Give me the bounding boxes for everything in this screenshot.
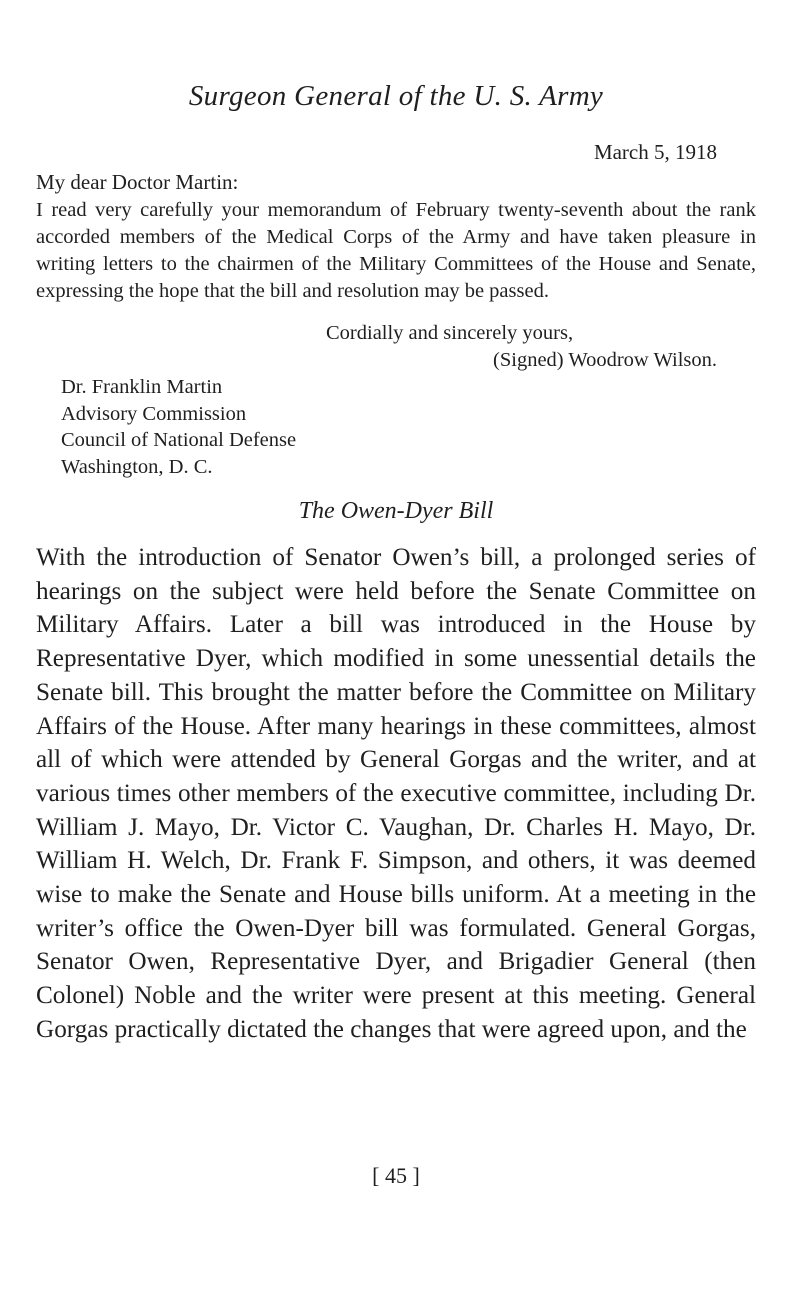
letter-closing: Cordially and sincerely yours, [326,322,574,344]
page-header-title: Surgeon General of the U. S. Army [188,80,604,112]
letter-date: March 5, 1918 [593,140,717,164]
address-line: Dr. Franklin Martin [61,376,223,398]
address-line: Council of National Defense [61,429,297,451]
document-page [36,0,756,1300]
section-title: The Owen-Dyer Bill [298,498,494,524]
letter-address-block [61,374,296,480]
letter-body: I read very carefully your memorandum of February twenty-seventh about the rank accorded members of the Medical Corps of the Army and have taken pleasure in writing letters to the chairmen of the Military Committees of the House and Senate, expressing the hope that the bill and resolution may be passed. [36,199,756,302]
letter-signature: (Signed) Woodrow Wilson. [493,349,717,371]
section-body-text: With the introduction of Senator Owen’s bill, a prolonged series of hearings on the subject were held before the Senate Committee on Military Affairs. Later a bill was introduced in the House by Representative Dyer, which modified in some unessential details the Senate bill. This brought the matter before the Committee on Military Affairs of the House. After many hearings in these committees, almost all of which were attended by General Gorgas and the writer, and at various times other members of the executive committee, including Dr. William J. Mayo, Dr. Victor C. Vaughan, Dr. Charles H. Mayo, Dr. William H. Welch, Dr. Frank F. Simpson, and others, it was deemed wise to make the Senate and House bills uniform. At a meeting in the writer’s office the Owen-Dyer bill was formulated. General Gorgas, Senator Owen, Representative Dyer, and Brigadier General (then Colonel) Noble and the writer were present at this meeting. General Gorgas practically dictated the changes that were agreed upon, and the [36,544,756,1043]
page-number: [ 45 ] [372,1163,420,1188]
letter-salutation: My dear Doctor Martin: [36,170,239,194]
address-line: Washington, D. C. [61,455,213,478]
address-line: Advisory Commission [61,402,247,425]
